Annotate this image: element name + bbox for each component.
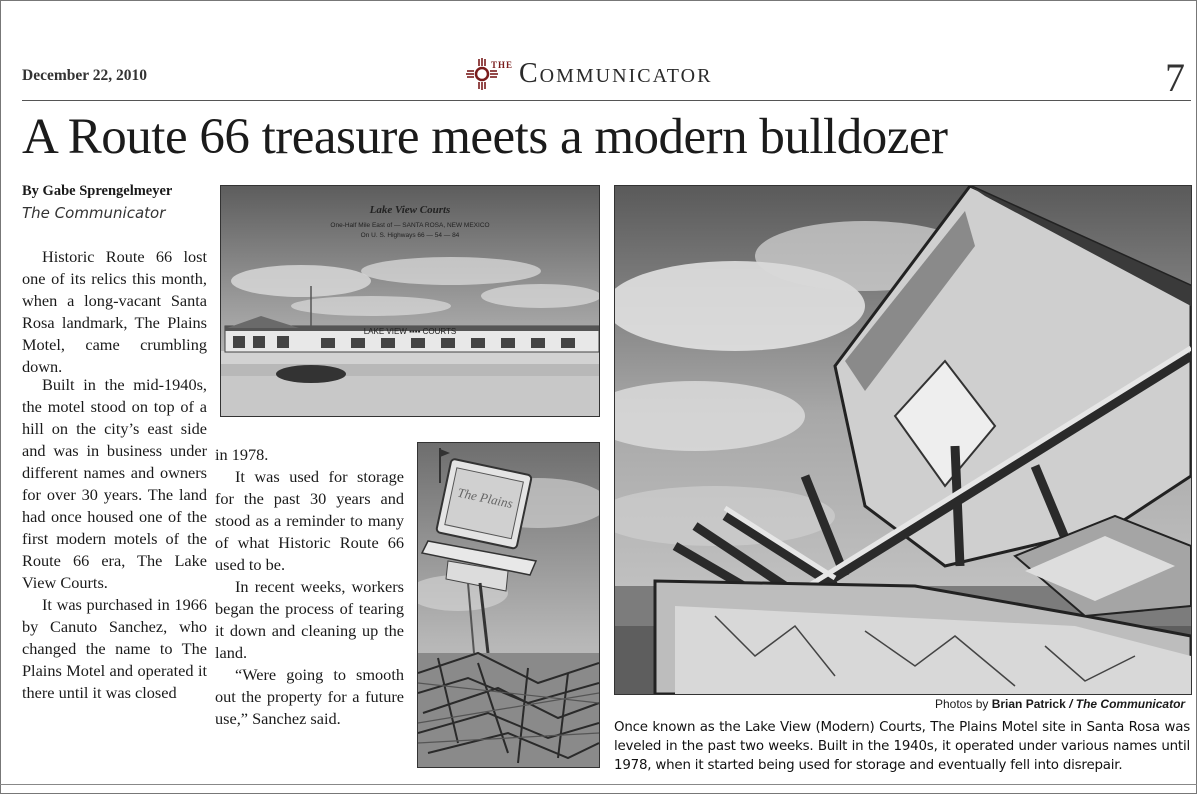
postcard-line1: One-Half Mile East of — SANTA ROSA, NEW MEXICO [330,222,490,229]
column-1 [22,375,207,704]
paragraph-2: Built in the mid-1940s, the motel stood on top of a hill on the city’s east side and was in business under different names and owners for over 30 years. The land had once housed one of the first modern motels of the Route 66 era, The Lake View Courts. [22,375,207,592]
paragraph-4: It was used for storage for the past 30 years and stood as a reminder to many of what Historic Route 66 used to be. [215,467,404,574]
issue-date: December 22, 2010 [22,67,147,84]
headline: A Route 66 treasure meets a modern bulldozer [22,109,948,165]
byline-org: The Communicator [22,204,166,222]
photo-credit-prefix: Photos by [935,697,992,711]
postcard-title: Lake View Courts [369,204,451,216]
masthead-title: Communicator [519,58,713,89]
sign-text: The Plains [456,484,515,512]
paragraph-5: In recent weeks, workers began the process of tearing it down and cleaning up the land. [215,577,404,662]
masthead-the: THE [491,60,514,70]
masthead [465,57,712,91]
page-number: 7 [1165,55,1185,100]
postcard-photo [220,185,600,417]
header-rule [22,100,1191,101]
postcard-line2: On U. S. Highways 66 — 54 — 84 [360,232,460,239]
paragraph-6: “Were going to smooth out the property for a future use,” Sanchez said. [215,665,404,728]
demolition-photo [614,185,1192,695]
column-1-top [22,246,207,378]
sign-photo [417,442,600,768]
photo-credit-name: Brian Patrick [991,697,1066,711]
byline: By Gabe Sprengelmeyer [22,183,173,199]
column-2 [215,444,404,730]
footer-rule [0,784,1197,785]
photo-credit-org: / The Communicator [1069,697,1186,711]
photo-caption: Once known as the Lake View (Modern) Courts, The Plains Motel site in Santa Rosa was leveled in the past two weeks. Built in the 1940s, it operated under various names until 1978, when it started being used for storage and eventually fell into disrepair. [614,720,1190,773]
paragraph-1: Historic Route 66 lost one of its relics this month, when a long-vacant Santa Rosa landmark, The Plains Motel, came crumbling down. [22,247,207,376]
paragraph-continued: in 1978. [215,445,269,464]
photo-credit [935,697,1185,711]
paragraph-3: It was purchased in 1966 by Canuto Sanchez, who changed the name to The Plains Motel and operated it there until it was closed [22,595,207,702]
postcard-sign-text: LAKE VIEW ▪▪▪▪ COURTS [363,327,457,336]
